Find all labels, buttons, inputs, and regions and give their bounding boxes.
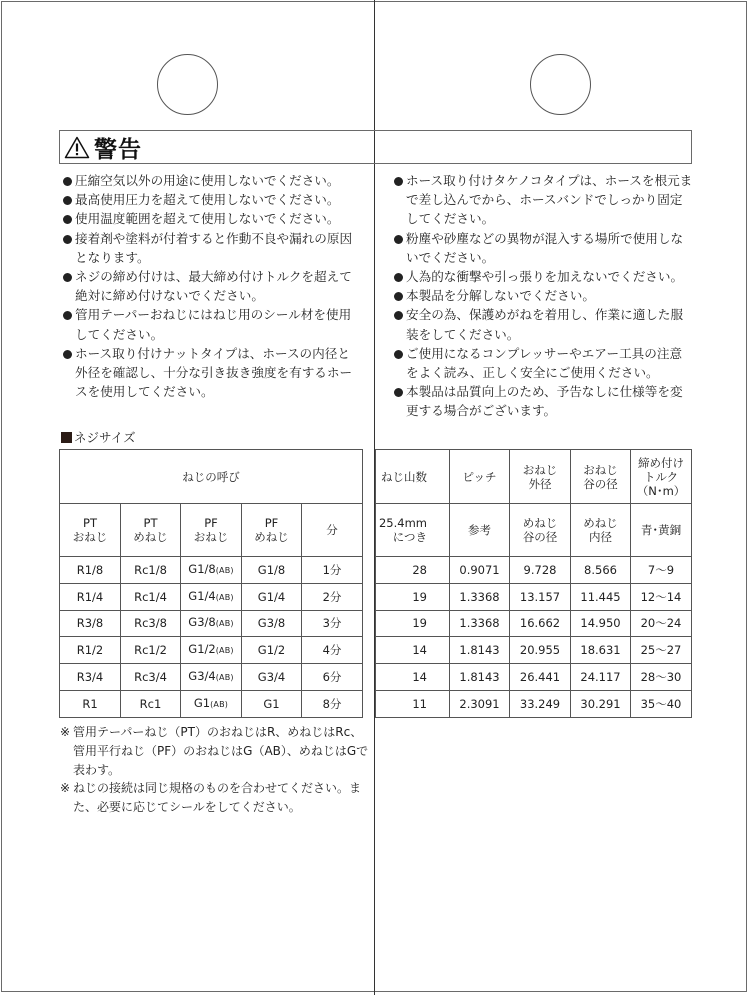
cell-pf-female bbox=[242, 664, 302, 691]
cell-pt-female bbox=[121, 610, 181, 637]
cell-pt-female bbox=[121, 557, 181, 584]
cell-threads: 19 bbox=[376, 610, 450, 637]
footnotes bbox=[61, 723, 371, 817]
cell-value: G1/2 bbox=[257, 643, 286, 658]
table-row bbox=[60, 637, 363, 664]
warning-list-left bbox=[62, 171, 362, 401]
warning-list-right bbox=[393, 171, 693, 421]
warning-item-text: 圧縮空気以外の用途に使用しないでください。 bbox=[75, 173, 340, 188]
bullet-dot-icon bbox=[63, 177, 72, 186]
bullet-dot-icon bbox=[63, 215, 72, 224]
cell-value: 1分 bbox=[322, 562, 342, 577]
table-row bbox=[60, 557, 363, 584]
warning-item-text: 管用テーパーおねじにはねじ用のシール材を使用してください。 bbox=[75, 307, 352, 342]
thread-size-title: ネジサイズ bbox=[74, 430, 136, 445]
header-cell bbox=[376, 450, 450, 504]
warning-item bbox=[62, 190, 362, 209]
footnote-mark: ※ bbox=[60, 781, 71, 796]
footnote-text: 管用テーパーねじ（PT）のおねじはR、めねじはRc、管用平行ねじ（PF）のおねじはG（AB）、めねじはGで表わす。 bbox=[73, 725, 369, 777]
header-cell bbox=[450, 504, 510, 557]
cell-suffix: (AB) bbox=[215, 592, 234, 602]
header-cell bbox=[571, 504, 631, 557]
table-row bbox=[376, 610, 692, 637]
header-line: 青･黄銅 bbox=[640, 523, 682, 537]
header-line: めねじ bbox=[254, 530, 289, 544]
hang-hole-right bbox=[530, 54, 591, 115]
cell-pf-male bbox=[181, 583, 242, 610]
bullet-dot-icon bbox=[63, 235, 72, 244]
cell-outer: 33.249 bbox=[510, 690, 571, 717]
table-row bbox=[376, 664, 692, 691]
cell-value: G3/8 bbox=[257, 616, 286, 631]
bullet-dot-icon bbox=[63, 311, 72, 320]
cell-torque: 28〜30 bbox=[631, 664, 692, 691]
warning-item-text: 最高使用圧力を超えて使用しないでください。 bbox=[75, 192, 340, 208]
thread-table-left bbox=[59, 449, 363, 718]
cell-value: 2分 bbox=[322, 589, 342, 604]
warning-item bbox=[393, 382, 693, 420]
thread-size-heading bbox=[61, 428, 136, 446]
subheader-cell bbox=[121, 504, 181, 557]
cell-pt-female bbox=[121, 583, 181, 610]
warning-item bbox=[393, 229, 693, 267]
cell-pt-female bbox=[121, 637, 181, 664]
cell-value: G3/4 bbox=[188, 669, 216, 684]
cell-outer: 9.728 bbox=[510, 557, 571, 584]
header-line: ねじ山数 bbox=[381, 469, 427, 484]
cell-pitch: 1.3368 bbox=[450, 610, 510, 637]
cell-threads: 14 bbox=[376, 664, 450, 691]
cell-root: 24.117 bbox=[571, 664, 631, 691]
cell-pt-male bbox=[60, 690, 121, 717]
warning-item-text: 安全の為、保護めがねを着用し、作業に適した服装をしてください。 bbox=[406, 307, 684, 342]
warning-item-text: ホース取り付けタケノコタイプは、ホースを根元まで差し込んでから、ホースバンドでしっかり固定してください。 bbox=[406, 173, 693, 227]
cell-pt-male bbox=[60, 637, 121, 664]
cell-pf-male bbox=[181, 690, 242, 717]
warning-item bbox=[393, 286, 693, 305]
header-line: PT bbox=[83, 516, 97, 530]
header-line: めねじ bbox=[583, 516, 618, 530]
cell-threads: 19 bbox=[376, 583, 450, 610]
cell-threads: 11 bbox=[376, 690, 450, 717]
cell-value: R3/8 bbox=[76, 616, 104, 631]
cell-root: 18.631 bbox=[571, 637, 631, 664]
header-line: おねじ bbox=[522, 462, 558, 477]
bullet-dot-icon bbox=[63, 350, 72, 359]
cell-value: G1 bbox=[193, 695, 211, 710]
warning-item bbox=[62, 344, 362, 402]
cell-torque: 20〜24 bbox=[631, 610, 692, 637]
warning-item bbox=[393, 267, 693, 286]
table-row bbox=[376, 637, 692, 664]
cell-value: G1/4 bbox=[188, 588, 216, 603]
bullet-dot-icon bbox=[394, 311, 403, 320]
cell-outer: 26.441 bbox=[510, 664, 571, 691]
cell-value: R1/8 bbox=[76, 562, 104, 577]
warning-item-text: 使用温度範囲を超えて使用しないでください。 bbox=[75, 211, 340, 227]
cell-value: Rc1/2 bbox=[134, 643, 167, 658]
bullet-dot-icon bbox=[394, 273, 403, 282]
warning-item-text: ご使用になるコンプレッサーやエアー工具の注意をよく読み、正しく安全にご使用ください。 bbox=[406, 345, 683, 381]
header-line: 内径 bbox=[589, 530, 612, 544]
cell-root: 14.950 bbox=[571, 610, 631, 637]
table-row bbox=[376, 583, 692, 610]
cell-value: G1/4 bbox=[257, 589, 286, 604]
cell-bu bbox=[302, 557, 363, 584]
table-row bbox=[60, 664, 363, 691]
cell-threads: 14 bbox=[376, 637, 450, 664]
header-line: 谷の径 bbox=[583, 476, 618, 491]
footnote bbox=[61, 723, 371, 779]
cell-value: G3/8 bbox=[188, 615, 216, 630]
header-cell bbox=[631, 504, 692, 557]
thread-table-right bbox=[375, 449, 692, 718]
header-line: おねじ bbox=[72, 530, 108, 544]
table-row bbox=[60, 690, 363, 717]
cell-suffix: (AB) bbox=[215, 619, 234, 629]
cell-root: 30.291 bbox=[571, 690, 631, 717]
warning-item-text: 接着剤や塗料が付着すると作動不良や漏れの原因となります。 bbox=[75, 230, 353, 265]
header-line: トルク bbox=[643, 469, 679, 484]
cell-value: R1 bbox=[82, 696, 98, 711]
subheader-cell bbox=[181, 504, 242, 557]
cell-root: 11.445 bbox=[571, 583, 631, 610]
cell-pt-male bbox=[60, 583, 121, 610]
header-line: 外径 bbox=[528, 476, 552, 491]
cell-root: 8.566 bbox=[571, 557, 631, 584]
bullet-dot-icon bbox=[394, 292, 403, 301]
warning-item bbox=[62, 305, 362, 343]
cell-pitch: 1.8143 bbox=[450, 664, 510, 691]
cell-bu bbox=[302, 583, 363, 610]
cell-suffix: (AB) bbox=[215, 646, 234, 656]
cell-pt-male bbox=[60, 557, 121, 584]
cell-pf-male bbox=[181, 664, 242, 691]
warning-item-text: 本製品は品質向上のため、予告なしに仕様等を変更する場合がございます。 bbox=[406, 384, 683, 419]
cell-outer: 20.955 bbox=[510, 637, 571, 664]
cell-torque: 7〜9 bbox=[631, 557, 692, 584]
cell-value: Rc1/4 bbox=[134, 589, 167, 604]
cell-value: Rc3/4 bbox=[134, 670, 167, 685]
warning-item-text: ホース取り付けナットタイプは、ホースの内径と外径を確認し、十分な引き抜き強度を有するホースを使用してください。 bbox=[75, 345, 353, 400]
cell-value: G1/8 bbox=[257, 562, 286, 577]
cell-pitch: 2.3091 bbox=[450, 690, 510, 717]
cell-pt-male bbox=[60, 610, 121, 637]
cell-pf-female bbox=[242, 610, 302, 637]
warning-item bbox=[62, 229, 362, 267]
cell-value: 6分 bbox=[322, 670, 342, 685]
cell-pitch: 1.8143 bbox=[450, 637, 510, 664]
cell-bu bbox=[302, 637, 363, 664]
cell-bu bbox=[302, 664, 363, 691]
subheader-cell bbox=[60, 504, 121, 557]
cell-threads: 28 bbox=[376, 557, 450, 584]
warning-triangle-icon bbox=[64, 136, 90, 159]
cell-value: 3分 bbox=[322, 616, 342, 631]
header-cell bbox=[631, 450, 692, 504]
header-line: めねじ bbox=[522, 516, 558, 530]
table-row bbox=[60, 610, 363, 637]
cell-torque: 25〜27 bbox=[631, 637, 692, 664]
header-line: 分 bbox=[326, 523, 338, 537]
header-cell bbox=[571, 450, 631, 504]
warning-item-text: 本製品を分解しないでください。 bbox=[406, 288, 595, 304]
cell-pf-female bbox=[242, 637, 302, 664]
cell-value: Rc3/8 bbox=[134, 616, 167, 631]
header-line: めねじ bbox=[133, 530, 168, 544]
cell-bu bbox=[302, 690, 363, 717]
cell-pf-female bbox=[242, 690, 302, 717]
footnote-text: ねじの接続は同じ規格のものを合わせてください。また、必要に応じてシールをしてください。 bbox=[73, 781, 362, 815]
bullet-dot-icon bbox=[394, 235, 403, 244]
header-cell bbox=[450, 450, 510, 504]
header-line: につき bbox=[392, 530, 427, 544]
cell-pf-female bbox=[242, 583, 302, 610]
header-line: PT bbox=[143, 516, 158, 530]
cell-value: R1/2 bbox=[76, 643, 104, 658]
footnote-mark: ※ bbox=[60, 725, 71, 739]
bullet-dot-icon bbox=[63, 196, 72, 205]
header-cell bbox=[376, 504, 450, 557]
warning-item bbox=[393, 344, 693, 382]
cell-value: G1/2 bbox=[188, 642, 216, 657]
cell-value: R1/4 bbox=[76, 589, 104, 604]
hang-hole-left bbox=[157, 54, 218, 115]
header-line: おねじ bbox=[193, 530, 229, 544]
header-line: 締め付け bbox=[638, 455, 684, 470]
table-row bbox=[376, 690, 692, 717]
cell-pf-male bbox=[181, 610, 242, 637]
cell-bu bbox=[302, 610, 363, 637]
bullet-dot-icon bbox=[394, 388, 403, 397]
header-line: 参考 bbox=[468, 523, 491, 537]
cell-value: Rc1/8 bbox=[134, 562, 167, 577]
cell-value: R3/4 bbox=[76, 670, 104, 685]
bullet-dot-icon bbox=[394, 350, 403, 359]
cell-suffix: (AB) bbox=[210, 699, 229, 709]
warning-title: 警告 bbox=[94, 136, 142, 163]
square-bullet-icon bbox=[61, 432, 72, 443]
table-row bbox=[60, 583, 363, 610]
cell-pf-female bbox=[242, 557, 302, 584]
cell-pf-male bbox=[181, 557, 242, 584]
cell-torque: 12〜14 bbox=[631, 583, 692, 610]
bullet-dot-icon bbox=[394, 177, 403, 186]
subheader-cell bbox=[302, 504, 363, 557]
warning-item bbox=[62, 171, 362, 190]
warning-item bbox=[62, 209, 362, 228]
header-line: 谷の径 bbox=[522, 530, 558, 544]
header-line: （N･m） bbox=[636, 483, 686, 498]
subheader-cell bbox=[242, 504, 302, 557]
header-line: PF bbox=[264, 516, 279, 530]
cell-outer: 13.157 bbox=[510, 583, 571, 610]
cell-pitch: 0.9071 bbox=[450, 557, 510, 584]
cell-value: G1 bbox=[263, 696, 280, 711]
header-line: 25.4mm bbox=[378, 516, 427, 530]
cell-pt-male bbox=[60, 664, 121, 691]
cell-pt-female bbox=[121, 690, 181, 717]
header-thread-designation: ねじの呼び bbox=[60, 450, 363, 504]
header-cell bbox=[510, 450, 571, 504]
warning-item bbox=[393, 305, 693, 343]
footnote bbox=[61, 779, 371, 817]
cell-suffix: (AB) bbox=[215, 565, 234, 575]
warning-item bbox=[62, 267, 362, 305]
warning-item bbox=[393, 171, 693, 229]
cell-pf-male bbox=[181, 637, 242, 664]
cell-outer: 16.662 bbox=[510, 610, 571, 637]
header-line: PF bbox=[204, 516, 218, 530]
cell-suffix: (AB) bbox=[215, 673, 234, 683]
header-cell bbox=[510, 504, 571, 557]
table-row bbox=[376, 557, 692, 584]
cell-torque: 35〜40 bbox=[631, 690, 692, 717]
warning-item-text: 人為的な衝撃や引っ張りを加えないでください。 bbox=[406, 269, 684, 285]
cell-value: 8分 bbox=[322, 696, 342, 711]
cell-pt-female bbox=[121, 664, 181, 691]
cell-value: G1/8 bbox=[188, 561, 216, 576]
warning-header-box bbox=[59, 130, 692, 164]
warning-header bbox=[64, 132, 142, 162]
header-line: ピッチ bbox=[462, 469, 497, 484]
bullet-dot-icon bbox=[63, 273, 72, 282]
cell-pitch: 1.3368 bbox=[450, 583, 510, 610]
header-line: おねじ bbox=[583, 462, 618, 477]
cell-value: G3/4 bbox=[257, 670, 286, 685]
warning-item-text: ネジの締め付けは、最大締め付けトルクを超えて絶対に締め付けないでください。 bbox=[75, 269, 352, 304]
cell-value: 4分 bbox=[322, 643, 342, 658]
cell-value: Rc1 bbox=[139, 696, 162, 711]
warning-item-text: 粉塵や砂塵などの異物が混入する場所で使用しないでください。 bbox=[406, 230, 684, 265]
